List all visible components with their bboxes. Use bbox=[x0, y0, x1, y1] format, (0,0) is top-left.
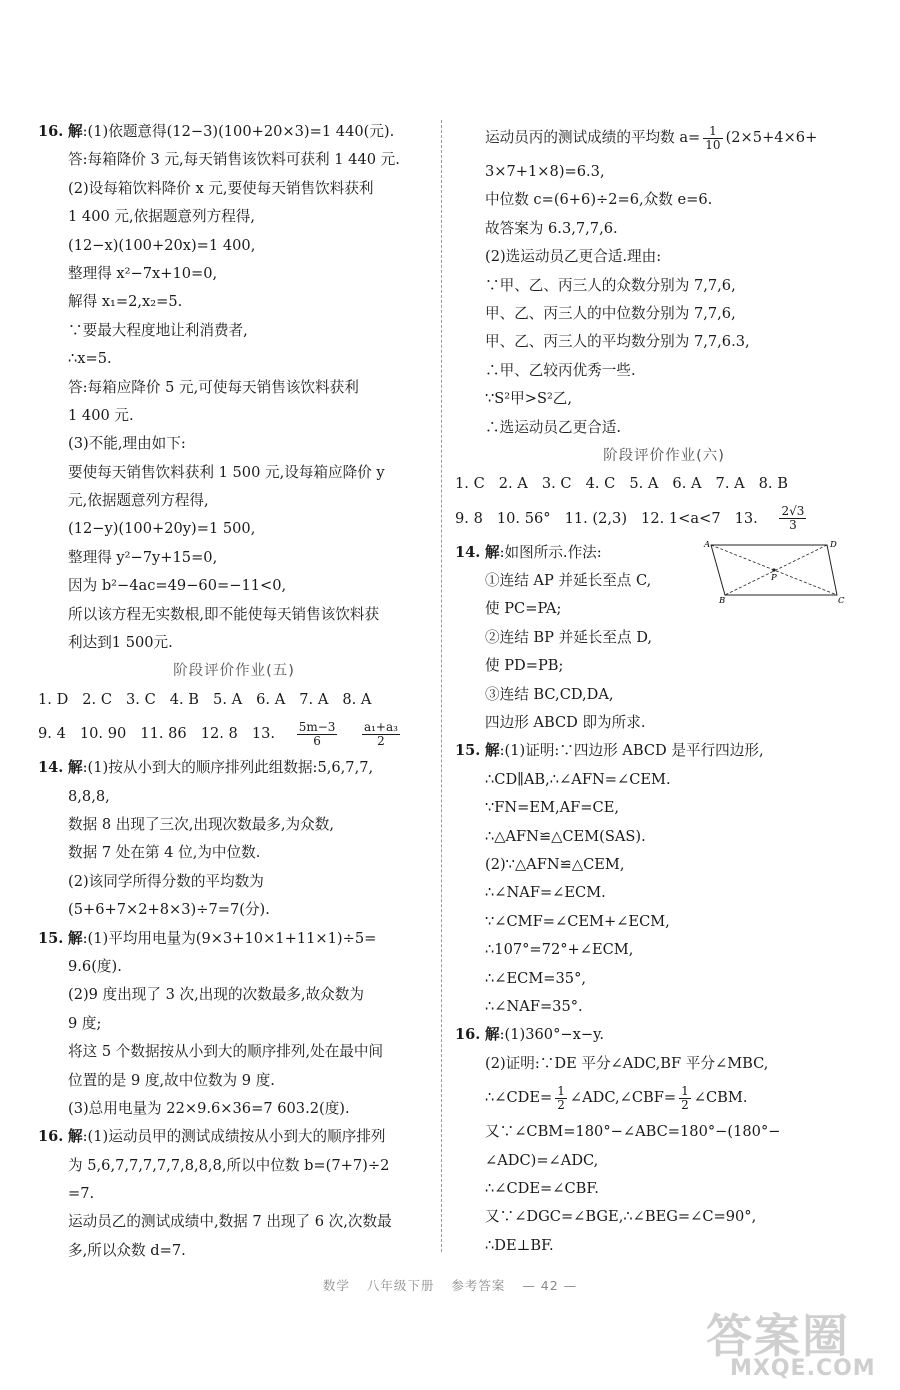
question-number: 14. bbox=[455, 543, 481, 561]
jie-label: 解 bbox=[68, 759, 83, 777]
watermark-logo bbox=[700, 1300, 896, 1386]
answer-line: 又∵∠CBM=180°−∠ABC=180°−(180°− bbox=[485, 1123, 781, 1141]
figure-label-a: A bbox=[704, 539, 711, 550]
answer-item: 6. A bbox=[256, 690, 286, 708]
answer-text: ∠ADC,∠CBF= bbox=[569, 1089, 677, 1107]
footer-subject: 数学 bbox=[322, 1278, 350, 1293]
answer-line: 数据 7 处在第 4 位,为中位数. bbox=[68, 844, 261, 862]
mc-answers-row bbox=[455, 470, 873, 498]
answer-line: 又∵∠DGC=∠BGE,∴∠BEG=∠C=90°, bbox=[485, 1208, 757, 1226]
figure-label-d: D bbox=[830, 539, 837, 550]
answer-line: 位置的是 9 度,故中位数为 9 度. bbox=[68, 1071, 275, 1089]
answer-line: 要使每天销售饮料获利 1 500 元,设每箱应降价 y bbox=[68, 463, 385, 481]
answer-line: (12−x)(100+20x)=1 400, bbox=[68, 236, 256, 254]
numerator: 1 bbox=[681, 1083, 689, 1098]
answer-15-block bbox=[38, 925, 430, 1124]
answer-line bbox=[38, 1123, 430, 1151]
answer-line: 3×7+1×8)=6.3, bbox=[485, 163, 605, 180]
denominator: 2 bbox=[681, 1097, 689, 1112]
answer-line: ∵∠CMF=∠CEM+∠ECM, bbox=[485, 912, 670, 930]
jie-label: 解 bbox=[68, 929, 83, 947]
answer-line: ②连结 BP 并延长至点 D, bbox=[485, 628, 653, 646]
jie-label: 解 bbox=[485, 1026, 500, 1044]
answer-line: ∵FN=EM,AF=CE, bbox=[485, 799, 619, 817]
answer-text: :(1)依题意得(12−3)(100+20×3)=1 440(元). bbox=[82, 123, 395, 140]
answer-line: 甲、乙、丙三人的平均数分别为 7,7,6.3, bbox=[485, 333, 750, 351]
answer-line: 使 PC=PA; bbox=[485, 600, 562, 618]
answer-line: 运动员乙的测试成绩中,数据 7 出现了 6 次,次数最 bbox=[68, 1213, 392, 1231]
answer-line: 所以该方程无实数根,即不能使每天销售该饮料获 bbox=[68, 605, 380, 623]
fraction: $\frac{1}{10}$ bbox=[705, 123, 721, 152]
answer-line: ∴选运动员乙更合适. bbox=[485, 418, 621, 436]
numerator: 1 bbox=[557, 1083, 565, 1098]
answer-line: ∴∠ECM=35°, bbox=[485, 969, 587, 987]
answer-line: (2)选运动员乙更合适.理由: bbox=[485, 248, 662, 266]
answer-14-block bbox=[38, 754, 430, 924]
mc-answers-row bbox=[38, 686, 430, 714]
answer-line: 中位数 c=(6+6)÷2=6,众数 e=6. bbox=[485, 191, 713, 209]
answer-line bbox=[455, 1078, 873, 1118]
footer-grade: 八年级下册 bbox=[366, 1278, 435, 1293]
figure-label-c: C bbox=[838, 595, 845, 603]
parallelogram-figure bbox=[703, 539, 845, 603]
answer-item: 7. A bbox=[299, 690, 329, 708]
answer-line bbox=[38, 925, 430, 953]
fill-answers-row bbox=[455, 499, 873, 539]
answer-item: 11. (2,3) bbox=[564, 509, 628, 527]
answer-line: =7. bbox=[68, 1185, 95, 1203]
watermark-bottom: MXQE.COM bbox=[730, 1356, 876, 1381]
answer-line: (3)不能,理由如下: bbox=[68, 435, 186, 453]
answer-line: 1 400 元. bbox=[68, 406, 134, 424]
answer-line: (12−y)(100+20y)=1 500, bbox=[68, 520, 256, 538]
answer-line: ∵要最大程度地让利消费者, bbox=[68, 321, 248, 339]
answer-line: ∴△AFN≌△CEM(SAS). bbox=[485, 827, 646, 845]
answer-text: :如图所示.作法: bbox=[499, 543, 602, 561]
answer-line: ∵甲、乙、丙三人的众数分别为 7,7,6, bbox=[485, 276, 736, 294]
answer-item: 13. bbox=[251, 725, 276, 743]
answer-item: 2. A bbox=[498, 475, 528, 493]
answer-line: 解得 x₁=2,x₂=5. bbox=[68, 293, 183, 311]
figure-label-p: P bbox=[771, 572, 777, 583]
answer-item: 1. D bbox=[38, 690, 69, 708]
answer-line: (2)∵△AFN≌△CEM, bbox=[485, 855, 625, 873]
answer-item: 9. 4 bbox=[38, 725, 66, 743]
jie-label: 解 bbox=[485, 742, 500, 760]
answer-line: ∴∠NAF=35°. bbox=[485, 997, 583, 1015]
answer-line: ③连结 BC,CD,DA, bbox=[485, 685, 614, 703]
page-footer bbox=[0, 1276, 900, 1294]
question-number: 15. bbox=[455, 742, 481, 760]
answer-line: ∵S²甲>S²乙, bbox=[485, 390, 573, 408]
answer-line: 整理得 y²−7y+15=0, bbox=[68, 548, 218, 566]
answer-item: 11. 86 bbox=[140, 725, 187, 743]
answer-line: 数据 8 出现了三次,出现次数最多,为众数, bbox=[68, 815, 334, 833]
answer-line: 答:每箱应降价 5 元,可使每天销售该饮料获利 bbox=[68, 378, 359, 396]
answer-line: (2)9 度出现了 3 次,出现的次数最多,故众数为 bbox=[68, 986, 364, 1004]
fraction: $\frac{2√3}{3}$ bbox=[781, 504, 805, 533]
answer-item: 8. B bbox=[758, 475, 788, 493]
answer-line: ∠ADC)=∠ADC, bbox=[485, 1151, 599, 1169]
answer-line: 9.6(度). bbox=[68, 957, 122, 975]
question-number: 15. bbox=[38, 929, 64, 947]
question-number: 16. bbox=[38, 1128, 64, 1146]
answer-text: :(1)运动员甲的测试成绩按从小到大的顺序排列 bbox=[82, 1128, 386, 1146]
answer-item: 3. C bbox=[126, 690, 156, 708]
answer-item: 12. 1<a<7 bbox=[641, 509, 721, 527]
left-column bbox=[38, 118, 430, 1265]
answer-line: 8,8,8, bbox=[68, 787, 110, 805]
fill-answers-row bbox=[38, 714, 430, 754]
answer-line: 1 400 元,依据题意列方程得, bbox=[68, 208, 256, 226]
answer-line: (5+6+7×2+8×3)÷7=7(分). bbox=[68, 901, 270, 919]
answer-item: 5. A bbox=[213, 690, 243, 708]
figure-label-b: B bbox=[719, 595, 726, 603]
answer-line: 整理得 x²−7x+10=0, bbox=[68, 264, 218, 282]
answer-line: 将这 5 个数据按从小到大的顺序排列,处在最中间 bbox=[68, 1043, 384, 1061]
answer-line: (2)证明:∵DE 平分∠ADC,BF 平分∠MBC, bbox=[485, 1054, 769, 1072]
answer-text: :(1)按从小到大的顺序排列此组数据:5,6,7,7, bbox=[82, 759, 374, 777]
jie-label: 解 bbox=[68, 1128, 83, 1146]
answer-item: 10. 56° bbox=[496, 509, 551, 527]
fraction bbox=[679, 1085, 691, 1112]
answer-line: ∴107°=72°+∠ECM, bbox=[485, 941, 634, 959]
answer-item: 12. 8 bbox=[200, 725, 238, 743]
answer-line: 因为 b²−4ac=49−60=−11<0, bbox=[68, 577, 287, 595]
fraction: $\frac{\text{a₁+a₃}}{2}$ bbox=[363, 719, 398, 748]
answer-line: ∴DE⊥BF. bbox=[485, 1236, 554, 1254]
answer-text: :(1)平均用电量为(9×3+10×1+11×1)÷5= bbox=[82, 929, 377, 947]
answer-line: ∴∠CDE=∠CBF. bbox=[485, 1179, 599, 1197]
page-number: — 42 — bbox=[522, 1278, 578, 1293]
answer-text: ∴∠CDE= bbox=[485, 1089, 553, 1107]
answer-line: ①连结 AP 并延长至点 C, bbox=[485, 572, 652, 590]
answer-line: 9 度; bbox=[68, 1014, 102, 1032]
question-number: 16. bbox=[455, 1026, 481, 1044]
answer-line: 元,依据题意列方程得, bbox=[68, 492, 209, 510]
answer-line bbox=[38, 118, 430, 146]
column-divider bbox=[441, 120, 442, 1252]
answer-line: (2)设每箱饮料降价 x 元,要使每天销售饮料获利 bbox=[68, 179, 374, 197]
question-number: 14. bbox=[38, 759, 64, 777]
answer-item: 10. 90 bbox=[79, 725, 127, 743]
answer-item: 3. C bbox=[541, 475, 572, 493]
answer-line: 故答案为 6.3,7,7,6. bbox=[485, 219, 618, 237]
answer-line: 利达到1 500元. bbox=[68, 634, 173, 652]
watermark-top: 答案圈 bbox=[706, 1309, 850, 1363]
answer-line: 甲、乙、丙三人的中位数分别为 7,7,6, bbox=[485, 304, 736, 322]
answer-item: 6. A bbox=[672, 475, 702, 493]
answer-line bbox=[455, 737, 873, 765]
answer-line: (3)总用电量为 22×9.6×36=7 603.2(度). bbox=[68, 1099, 350, 1117]
fraction bbox=[555, 1085, 567, 1112]
answer-text: ∠CBM. bbox=[693, 1089, 748, 1107]
section-title-6: 阶段评价作业(六) bbox=[603, 447, 725, 464]
answer-line: ∴x=5. bbox=[68, 350, 112, 368]
answer-line: 多,所以众数 d=7. bbox=[68, 1241, 186, 1259]
answer-line: 为 5,6,7,7,7,7,7,8,8,8,所以中位数 b=(7+7)÷2 bbox=[68, 1156, 390, 1174]
answer-item: 8. A bbox=[342, 690, 372, 708]
answer-item: 4. B bbox=[169, 690, 200, 708]
answer-item: 1. C bbox=[455, 475, 485, 493]
denominator: 2 bbox=[557, 1097, 565, 1112]
answer-line: ∴∠NAF=∠ECM. bbox=[485, 884, 606, 902]
answer-line bbox=[455, 1021, 873, 1049]
answer-15-block bbox=[455, 737, 873, 1021]
mean-line: 运动员丙的测试成绩的平均数 a= $\frac{1}{10}$ (2×5+4×6+ bbox=[485, 123, 818, 152]
answer-text: :(1)360°−x−y. bbox=[499, 1026, 605, 1044]
answer-16-block bbox=[38, 118, 430, 657]
jie-label: 解 bbox=[68, 123, 83, 140]
answer-item: 9. 8 bbox=[455, 509, 483, 527]
answer-line: ∴CD∥AB,∴∠AFN=∠CEM. bbox=[485, 770, 671, 788]
answer-line: 答:每箱降价 3 元,每天销售该饮料可获利 1 440 元. bbox=[68, 151, 400, 169]
answer-16b-block bbox=[38, 1123, 430, 1265]
section-title-5: 阶段评价作业(五) bbox=[173, 663, 295, 680]
answer-item: 5. A bbox=[629, 475, 659, 493]
answer-14-wrapper bbox=[455, 539, 873, 738]
footer-label: 参考答案 bbox=[451, 1278, 506, 1293]
answer-item: 2. C bbox=[82, 690, 112, 708]
jie-label: 解 bbox=[485, 543, 500, 561]
answer-item: 4. C bbox=[585, 475, 616, 493]
answer-item: 13. bbox=[734, 509, 758, 527]
fraction: $\frac{5m-3}{6}$ bbox=[298, 719, 336, 748]
answer-16-block bbox=[455, 1021, 873, 1260]
right-column bbox=[455, 118, 873, 1260]
answer-line bbox=[38, 754, 430, 782]
answer-text: :(1)证明:∵四边形 ABCD 是平行四边形, bbox=[499, 742, 764, 760]
question-number: 16. bbox=[38, 123, 64, 140]
answer-item: 7. A bbox=[715, 475, 745, 493]
answer-16-continued bbox=[455, 158, 873, 442]
answer-line: 四边形 ABCD 即为所求. bbox=[485, 714, 646, 732]
answer-line: (2)该同学所得分数的平均数为 bbox=[68, 872, 264, 890]
answer-line: 使 PD=PB; bbox=[485, 657, 564, 675]
answer-line: ∴甲、乙较丙优秀一些. bbox=[485, 361, 636, 379]
